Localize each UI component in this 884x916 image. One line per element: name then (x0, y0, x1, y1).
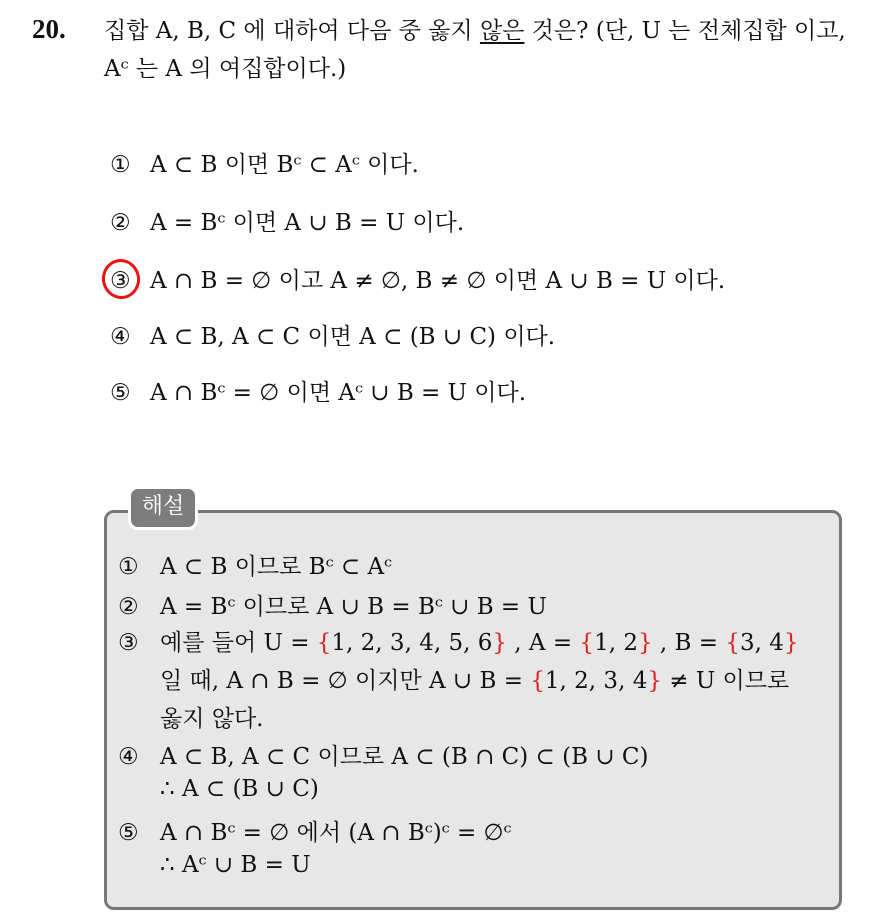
solution-tab-label: 해설 (128, 486, 198, 530)
option-number (110, 268, 150, 294)
question-underlined-word: 않은 (479, 18, 525, 44)
option-text: A ⊂ B 이면 Bᶜ ⊂ Aᶜ 이다. (150, 152, 419, 178)
solution-text-part: 3, 4 (739, 630, 784, 656)
solution-number: ② (118, 594, 139, 620)
solution-brace: } (783, 630, 799, 656)
solution-text: ∴ A ⊂ (B ∪ C) (160, 776, 319, 802)
solution-line-5 (160, 700, 264, 733)
solution-brace: { (316, 630, 332, 656)
option-text: A ∩ Bᶜ = ∅ 이면 Aᶜ ∪ B = U 이다. (150, 380, 527, 406)
solution-text-part: , B = (652, 630, 726, 656)
solution-text-part: , A = (506, 630, 580, 656)
solution-line-7 (160, 776, 319, 802)
solution-number: ③ (118, 630, 139, 656)
option-text: A ⊂ B, A ⊂ C 이면 A ⊂ (B ∪ C) 이다. (150, 324, 556, 350)
option-4[interactable] (110, 318, 555, 351)
question-number: 20. (32, 14, 66, 44)
solution-text-part: 1, 2 (594, 630, 638, 656)
option-number: ⑤ (110, 380, 131, 406)
option-number: ② (110, 210, 131, 236)
solution-text: ∴ Aᶜ ∪ B = U (160, 852, 311, 878)
solution-brace: { (579, 630, 595, 656)
solution-text: 옳지 않다. (160, 706, 264, 732)
solution-text: A ⊂ B, A ⊂ C 이므로 A ⊂ (B ∩ C) ⊂ (B ∪ C) (160, 744, 649, 770)
solution-text-part: 1, 2, 3, 4 (544, 668, 648, 694)
solution-line-6 (118, 738, 648, 771)
solution-line-3 (118, 624, 799, 657)
solution-brace: { (530, 668, 545, 694)
option-number: ④ (110, 324, 131, 350)
solution-text-part: ≠ U 이므로 (661, 668, 790, 694)
option-1[interactable] (110, 146, 419, 179)
solution-brace: } (492, 630, 507, 656)
solution-text-part: 일 때, A ∩ B = ∅ 이지만 A ∪ B = (160, 668, 531, 694)
question-stem (104, 12, 872, 88)
option-5[interactable] (110, 374, 526, 407)
solution-text: A = Bᶜ 이므로 A ∪ B = Bᶜ ∪ B = U (160, 594, 547, 620)
option-number: ① (110, 152, 131, 178)
marked-answer-circle (98, 255, 143, 302)
solution-line-4 (160, 662, 789, 695)
solution-line-8 (118, 814, 512, 847)
question-text-before: 집합 A, B, C 에 대하여 다음 중 옳지 (104, 18, 480, 44)
solution-number: ① (118, 554, 139, 580)
solution-text: A ⊂ B 이므로 Bᶜ ⊂ Aᶜ (160, 554, 393, 580)
solution-brace: { (725, 630, 740, 656)
solution-text-part: 예를 들어 U = (160, 630, 317, 656)
option-number-glyph: ③ (110, 268, 131, 294)
question-text-after: 것은? (단, U 는 전체집합 이고, Aᶜ 는 A 의 여집합이다.) (104, 18, 846, 82)
solution-brace: } (637, 630, 653, 656)
solution-number: ⑤ (118, 820, 139, 846)
solution-text: A ∩ Bᶜ = ∅ 에서 (A ∩ Bᶜ)ᶜ = ∅ᶜ (160, 820, 512, 846)
option-2[interactable] (110, 204, 464, 237)
solution-line-2 (118, 588, 547, 621)
solution-line-1 (118, 548, 392, 581)
solution-brace: } (647, 668, 662, 694)
solution-number: ④ (118, 744, 139, 770)
option-text: A ∩ B = ∅ 이고 A ≠ ∅, B ≠ ∅ 이면 A ∪ B = U 이다. (150, 268, 726, 294)
solution-text-part: 1, 2, 3, 4, 5, 6 (331, 630, 493, 656)
option-text: A = Bᶜ 이면 A ∪ B = U 이다. (150, 210, 465, 236)
option-3[interactable] (110, 262, 725, 295)
solution-line-9 (160, 852, 311, 878)
